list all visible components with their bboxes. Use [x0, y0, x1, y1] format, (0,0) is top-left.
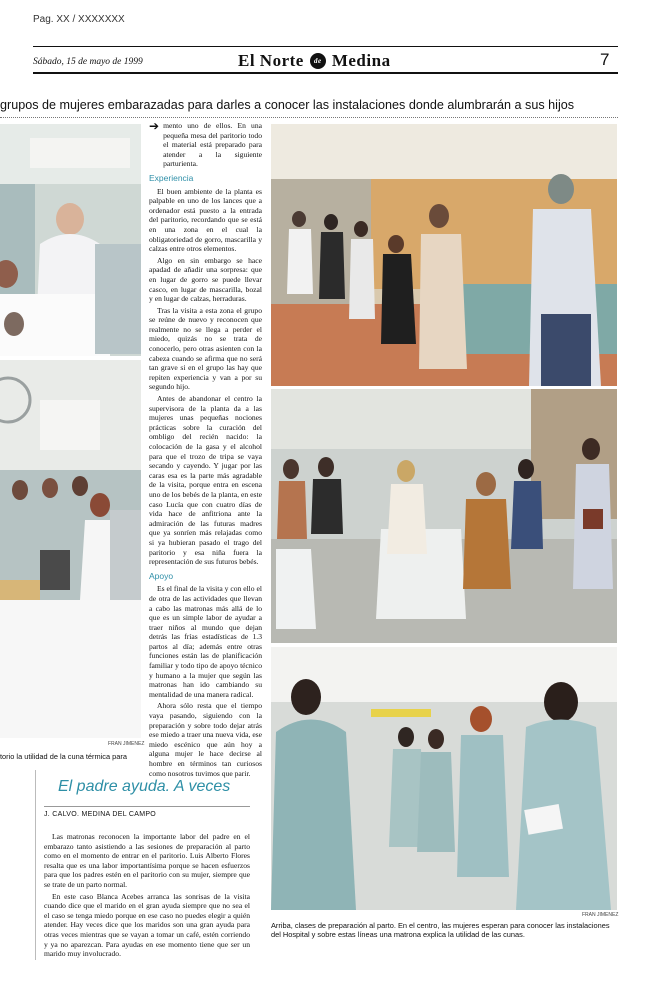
sidebar-byline: J. CALVO. MEDINA DEL CAMPO — [44, 811, 157, 818]
subhead-experiencia: Experiencia — [149, 172, 194, 183]
header-bottom-rule — [33, 72, 618, 74]
top-rule — [33, 46, 618, 47]
photo-midwife-explains — [271, 647, 617, 910]
issue-date: Sábado, 15 de mayo de 1999 — [33, 57, 143, 67]
photo-icon — [0, 124, 141, 356]
sidebar-title-rule — [44, 806, 250, 807]
headline-dotted-rule — [0, 117, 618, 118]
photo-midwife-group — [0, 360, 141, 738]
article-paragraph: Es el final de la visita y con ello el de otra de las actividades que llevan a cabo las matronas más allá de lo que es un simple labor de ayudar a traer niños al mundo que dejan detrás las frías estadísticas de 1.3 partos al día; además entre otras funciones están las de planificación familiar y todo tipo de apoyo técnico y humano a la mujer que según las matronas han ido cambiando su mentalidad de una manera radical. — [149, 584, 262, 699]
right-photo-caption: Arriba, clases de preparación al parto. En el centro, las mujeres esperan para conocer las instalaciones del Hospital y sobre estas líneas una matrona explica la utilidad de las cunas. — [271, 921, 610, 939]
headline: grupos de mujeres embarazadas para darles a conocer las instalaciones donde alumbrarán a sus hijos — [0, 98, 575, 112]
photo-exercise-class — [271, 124, 617, 386]
sidebar-title: El padre ayuda. A veces — [58, 778, 231, 795]
left-photo-caption: torio la utilidad de la cuna térmica para — [0, 752, 127, 761]
photo-icon — [0, 360, 141, 738]
photo-icon — [271, 647, 617, 910]
photo-waiting-room — [271, 389, 617, 643]
continue-arrow-icon: ➔ — [149, 119, 160, 133]
left-photo-credit: FRAN JIMENEZ — [108, 741, 145, 747]
subhead-apoyo: Apoyo — [149, 570, 174, 581]
article-paragraph: Algo en sin embargo se hace apadad de añadir una sorpresa: que en lugar de gorro se puede llevar casco, en lugar de mascarilla, bozal y en lugar de calzas, herraduras. — [149, 255, 262, 304]
right-photo-credit: FRAN JIMENEZ — [582, 912, 619, 918]
masthead-right: Medina — [331, 51, 391, 70]
sidebar-paragraph: Las matronas reconocen la importante labor del padre en el embarazo tanto asistiendo a las sesiones de preparación al parto como en el momento de entrar en el paritorio. Luis Alberto Flores resalta que es una labor importantísima porque se hacen esfuerzos para que los padres estén en el paritorio con su mujer, siempre que se trate de un parto normal. — [44, 832, 250, 889]
sidebar-body — [44, 832, 250, 961]
photo-midwife-cradle — [0, 124, 141, 356]
photo-icon — [271, 124, 617, 386]
article-intro: mento uno de ellos. En una pequeña mesa del paritorio todo el material está preparado para atender a la siguiente parturienta. — [163, 121, 262, 169]
sidebar-left-rule — [35, 770, 36, 960]
masthead — [238, 51, 391, 71]
article-paragraph: Antes de abandonar el centro la supervisora de la planta da a las mujeres unas pequeñas nociones prácticas sobre la curación del ombligo del recién nacido: la colocación de la gasa y el alcohol para que el trozo de tripa se vaya secando y cayendo. Y jugar por las caras esa es la parte más agradable de la visita, porque entra en escena uno de los bebés de la planta, en este caso Lucía que con cuatro días de vida hace de anfitriona ante la admiración de las futuras madres que ya sonríen más relajadas como si ya hubieran pasado el trago del paritorio y esa niña fuera la representación de sus futuros bebés. — [149, 394, 262, 567]
newspaper-logo-icon: de — [310, 53, 326, 69]
masthead-left: El Norte — [238, 51, 304, 70]
page-tag: Pag. XX / XXXXXXX — [33, 14, 125, 25]
article-paragraph: Tras la visita a esta zona el grupo se reúne de nuevo y reconocen que realmente no se llega a perder el miedo, quizás no se trata de conocerlo, pero otras asienten con la cabeza cuando se afirma que no será tan grave si en el grupo las hay que repiten experiencia y van a por su segundo hijo. — [149, 305, 262, 392]
page-number: 7 — [600, 50, 610, 69]
sidebar-paragraph: En este caso Blanca Acebes arranca las sonrisas de la visita cuando dice que el marido en el gran ayuda siempre que no sea el el caso se tenga miedo porque en ese caso no puedes elegir a quién atender. Hay veces dice que los maridos son una gran ayuda para otras veces mientras que se vayan a tomar un café, estén corriendo y ya no aparezcan. Para ayudas en ese momento tiene que ser un marido muy involucrado. — [44, 891, 250, 959]
photo-icon — [271, 389, 617, 643]
article-column — [149, 121, 262, 780]
article-paragraph: Ahora sólo resta que el tiempo vaya pasando, siguiendo con la preparación y sobre todo dejar atrás ese miedo a traer una nueva vida, ese miedo escénico que aún hoy a alguna mujer le hace decirse al hombre en términos tan curiosos como nosotros tuvimos que parir. — [149, 701, 263, 778]
article-paragraph: El buen ambiente de la planta es palpable en uno de los lances que a ordenador está puesto a la entrada del paritorio, recordando que se está en una zona en el cual la obligatoriedad de gorro, mascarilla y calzas entre otros elementos. — [149, 186, 262, 254]
